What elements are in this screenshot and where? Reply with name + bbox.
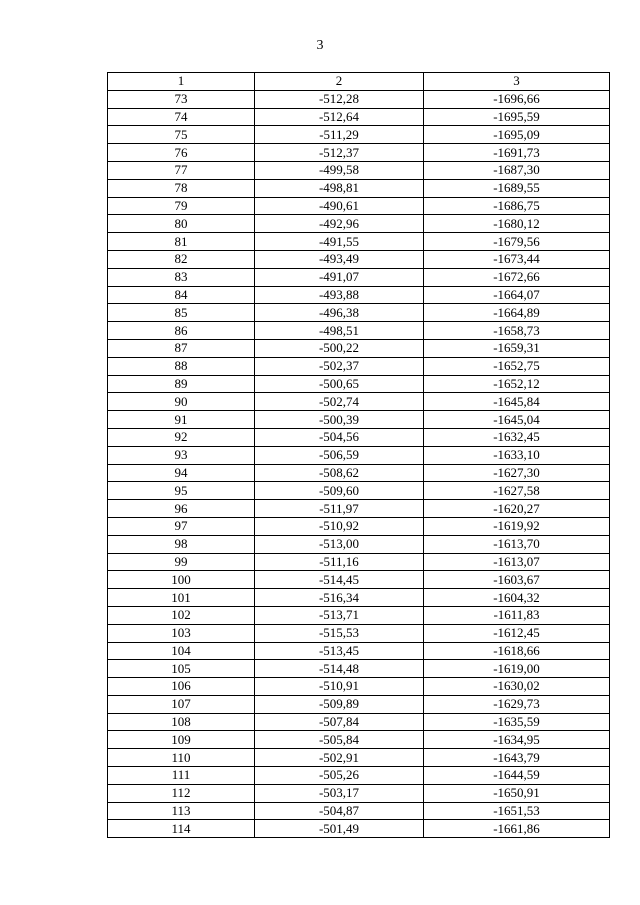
- table-cell-col-3: -1664,07: [424, 286, 610, 304]
- table-cell-col-1: 114: [108, 820, 255, 838]
- table-cell-col-1: 79: [108, 197, 255, 215]
- table-cell-col-3: -1661,86: [424, 820, 610, 838]
- table-row: [108, 250, 610, 268]
- table-cell-col-1: 99: [108, 553, 255, 571]
- table-cell-col-2: -509,60: [255, 482, 424, 500]
- table-row: [108, 464, 610, 482]
- table-cell-col-3: -1672,66: [424, 268, 610, 286]
- table-cell-col-2: -510,91: [255, 678, 424, 696]
- table-row: [108, 179, 610, 197]
- table-cell-col-1: 74: [108, 108, 255, 126]
- table-cell-col-3: -1635,59: [424, 713, 610, 731]
- table-cell-col-2: -498,51: [255, 322, 424, 340]
- table-cell-col-1: 98: [108, 535, 255, 553]
- table-cell-col-1: 106: [108, 678, 255, 696]
- table-row: [108, 767, 610, 785]
- header-cell-3: 3: [424, 73, 610, 91]
- table-row: [108, 731, 610, 749]
- table-cell-col-3: -1687,30: [424, 161, 610, 179]
- table-row: [108, 215, 610, 233]
- table-cell-col-1: 97: [108, 517, 255, 535]
- table-cell-col-2: -492,96: [255, 215, 424, 233]
- table-cell-col-2: -502,74: [255, 393, 424, 411]
- table-cell-col-1: 107: [108, 695, 255, 713]
- table-cell-col-2: -493,49: [255, 250, 424, 268]
- table-row: [108, 589, 610, 607]
- table-cell-col-2: -514,48: [255, 660, 424, 678]
- table-cell-col-2: -505,84: [255, 731, 424, 749]
- table-row: [108, 393, 610, 411]
- table-cell-col-3: -1612,45: [424, 624, 610, 642]
- table-row: [108, 784, 610, 802]
- table-row: [108, 500, 610, 518]
- table-cell-col-3: -1650,91: [424, 784, 610, 802]
- table-cell-col-2: -509,89: [255, 695, 424, 713]
- table-cell-col-1: 83: [108, 268, 255, 286]
- table-row: [108, 660, 610, 678]
- table-cell-col-2: -511,29: [255, 126, 424, 144]
- table-cell-col-3: -1619,92: [424, 517, 610, 535]
- table-row: [108, 678, 610, 696]
- table-cell-col-1: 77: [108, 161, 255, 179]
- table-row: [108, 322, 610, 340]
- table-cell-col-1: 82: [108, 250, 255, 268]
- table-cell-col-3: -1627,58: [424, 482, 610, 500]
- table-cell-col-1: 87: [108, 339, 255, 357]
- table-row: [108, 695, 610, 713]
- table-cell-col-3: -1632,45: [424, 428, 610, 446]
- table-cell-col-2: -512,64: [255, 108, 424, 126]
- table-cell-col-2: -504,56: [255, 428, 424, 446]
- table-cell-col-3: -1643,79: [424, 749, 610, 767]
- table-cell-col-2: -510,92: [255, 517, 424, 535]
- table-cell-col-1: 90: [108, 393, 255, 411]
- table-cell-col-2: -500,39: [255, 411, 424, 429]
- table-cell-col-1: 86: [108, 322, 255, 340]
- table-cell-col-1: 89: [108, 375, 255, 393]
- table-cell-col-1: 109: [108, 731, 255, 749]
- table-row: [108, 571, 610, 589]
- table-cell-col-2: -490,61: [255, 197, 424, 215]
- table-cell-col-2: -515,53: [255, 624, 424, 642]
- table-cell-col-3: -1691,73: [424, 144, 610, 162]
- table-cell-col-2: -504,87: [255, 802, 424, 820]
- table-row: [108, 624, 610, 642]
- data-table: [107, 72, 610, 838]
- header-cell-2: 2: [255, 73, 424, 91]
- table-cell-col-2: -499,58: [255, 161, 424, 179]
- table-cell-col-3: -1645,04: [424, 411, 610, 429]
- table-row: [108, 802, 610, 820]
- table-row: [108, 233, 610, 251]
- table-cell-col-1: 111: [108, 767, 255, 785]
- table-cell-col-3: -1652,75: [424, 357, 610, 375]
- table-cell-col-3: -1673,44: [424, 250, 610, 268]
- table-cell-col-1: 110: [108, 749, 255, 767]
- table-cell-col-2: -513,45: [255, 642, 424, 660]
- table-cell-col-3: -1644,59: [424, 767, 610, 785]
- table-cell-col-2: -502,37: [255, 357, 424, 375]
- table-body: [108, 90, 610, 837]
- table-row: [108, 642, 610, 660]
- table-row: [108, 304, 610, 322]
- table-cell-col-2: -516,34: [255, 589, 424, 607]
- table-row: [108, 428, 610, 446]
- table-cell-col-2: -514,45: [255, 571, 424, 589]
- table-cell-col-1: 88: [108, 357, 255, 375]
- table-cell-col-3: -1620,27: [424, 500, 610, 518]
- table-row: [108, 713, 610, 731]
- table-cell-col-3: -1630,02: [424, 678, 610, 696]
- table-cell-col-2: -502,91: [255, 749, 424, 767]
- table-row: [108, 286, 610, 304]
- table-cell-col-1: 113: [108, 802, 255, 820]
- table-cell-col-3: -1633,10: [424, 446, 610, 464]
- table-row: [108, 517, 610, 535]
- table-row: [108, 108, 610, 126]
- table-cell-col-1: 108: [108, 713, 255, 731]
- table-row: [108, 90, 610, 108]
- table-cell-col-3: -1679,56: [424, 233, 610, 251]
- table-cell-col-3: -1619,00: [424, 660, 610, 678]
- table-cell-col-2: -511,16: [255, 553, 424, 571]
- table-cell-col-3: -1629,73: [424, 695, 610, 713]
- table-cell-col-2: -505,26: [255, 767, 424, 785]
- table-cell-col-1: 78: [108, 179, 255, 197]
- table-cell-col-3: -1652,12: [424, 375, 610, 393]
- table-row: [108, 144, 610, 162]
- table-cell-col-2: -513,71: [255, 606, 424, 624]
- table-row: [108, 820, 610, 838]
- table-row: [108, 446, 610, 464]
- table-cell-col-2: -503,17: [255, 784, 424, 802]
- table-cell-col-2: -491,55: [255, 233, 424, 251]
- header-row: [108, 73, 610, 91]
- table-cell-col-3: -1696,66: [424, 90, 610, 108]
- table-cell-col-3: -1613,70: [424, 535, 610, 553]
- table-cell-col-2: -501,49: [255, 820, 424, 838]
- table-cell-col-1: 100: [108, 571, 255, 589]
- table-row: [108, 197, 610, 215]
- table-cell-col-1: 92: [108, 428, 255, 446]
- table-row: [108, 268, 610, 286]
- table-cell-col-2: -512,28: [255, 90, 424, 108]
- table-cell-col-1: 85: [108, 304, 255, 322]
- table-cell-col-2: -496,38: [255, 304, 424, 322]
- table-row: [108, 339, 610, 357]
- table-row: [108, 606, 610, 624]
- table-cell-col-3: -1695,09: [424, 126, 610, 144]
- table-cell-col-1: 103: [108, 624, 255, 642]
- table-cell-col-2: -500,65: [255, 375, 424, 393]
- table-cell-col-1: 101: [108, 589, 255, 607]
- table-cell-col-3: -1618,66: [424, 642, 610, 660]
- table-cell-col-1: 96: [108, 500, 255, 518]
- table-row: [108, 375, 610, 393]
- table-cell-col-1: 91: [108, 411, 255, 429]
- table-cell-col-1: 94: [108, 464, 255, 482]
- table-cell-col-3: -1686,75: [424, 197, 610, 215]
- table-row: [108, 535, 610, 553]
- header-cell-1: 1: [108, 73, 255, 91]
- table-row: [108, 411, 610, 429]
- table-cell-col-3: -1603,67: [424, 571, 610, 589]
- table-cell-col-3: -1658,73: [424, 322, 610, 340]
- table-cell-col-1: 76: [108, 144, 255, 162]
- table-cell-col-2: -500,22: [255, 339, 424, 357]
- table-cell-col-2: -512,37: [255, 144, 424, 162]
- table-header: [108, 73, 610, 91]
- page-number: 3: [316, 38, 324, 53]
- table-cell-col-3: -1664,89: [424, 304, 610, 322]
- table-cell-col-2: -506,59: [255, 446, 424, 464]
- table-cell-col-3: -1659,31: [424, 339, 610, 357]
- table-row: [108, 482, 610, 500]
- table-cell-col-1: 104: [108, 642, 255, 660]
- table-row: [108, 161, 610, 179]
- table-row: [108, 357, 610, 375]
- table-cell-col-2: -493,88: [255, 286, 424, 304]
- table-cell-col-3: -1611,83: [424, 606, 610, 624]
- table-row: [108, 749, 610, 767]
- table-cell-col-3: -1604,32: [424, 589, 610, 607]
- table-cell-col-2: -513,00: [255, 535, 424, 553]
- table-cell-col-1: 84: [108, 286, 255, 304]
- table-cell-col-3: -1695,59: [424, 108, 610, 126]
- table-cell-col-1: 112: [108, 784, 255, 802]
- table-cell-col-3: -1613,07: [424, 553, 610, 571]
- table-cell-col-2: -511,97: [255, 500, 424, 518]
- table-cell-col-2: -491,07: [255, 268, 424, 286]
- table-cell-col-1: 80: [108, 215, 255, 233]
- table-cell-col-1: 81: [108, 233, 255, 251]
- table-cell-col-3: -1634,95: [424, 731, 610, 749]
- table-cell-col-1: 102: [108, 606, 255, 624]
- table-cell-col-3: -1689,55: [424, 179, 610, 197]
- table-cell-col-3: -1627,30: [424, 464, 610, 482]
- table-cell-col-1: 73: [108, 90, 255, 108]
- table-cell-col-3: -1645,84: [424, 393, 610, 411]
- table-cell-col-1: 75: [108, 126, 255, 144]
- table-cell-col-3: -1651,53: [424, 802, 610, 820]
- table-cell-col-2: -498,81: [255, 179, 424, 197]
- table-row: [108, 553, 610, 571]
- table-cell-col-2: -507,84: [255, 713, 424, 731]
- table-cell-col-1: 105: [108, 660, 255, 678]
- table-cell-col-1: 93: [108, 446, 255, 464]
- table-cell-col-1: 95: [108, 482, 255, 500]
- table-cell-col-2: -508,62: [255, 464, 424, 482]
- table-row: [108, 126, 610, 144]
- table-cell-col-3: -1680,12: [424, 215, 610, 233]
